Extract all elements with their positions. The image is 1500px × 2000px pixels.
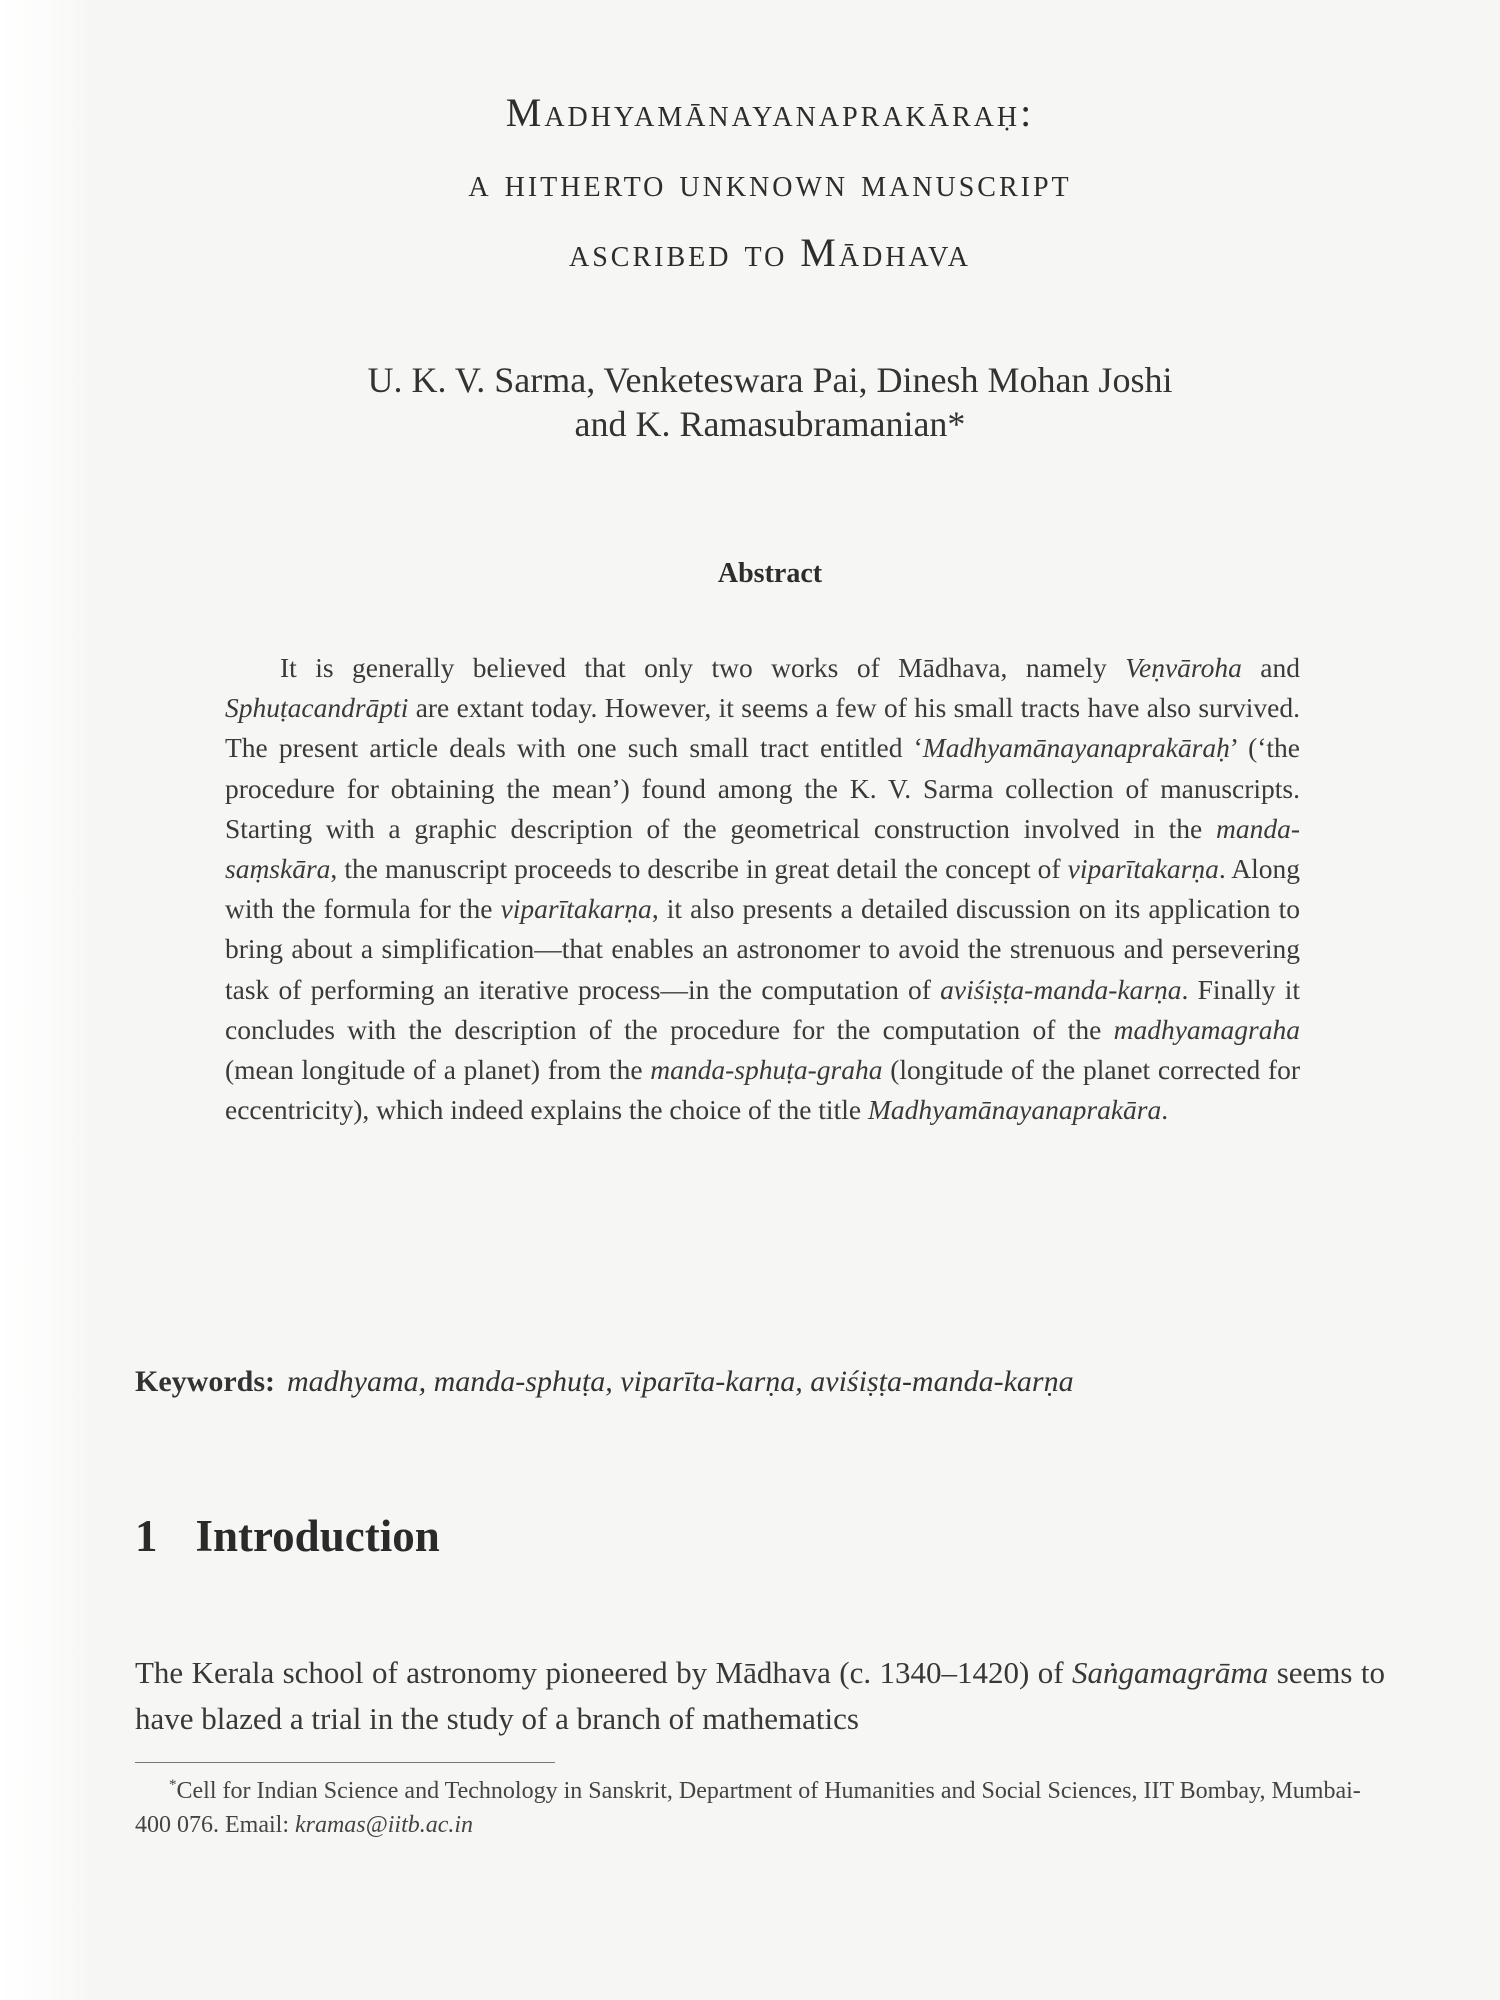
abstract-term: manda-sphuṭa-graha	[650, 1054, 883, 1086]
author-list	[130, 358, 1410, 446]
title-line-3: ascribed to Mādhava	[569, 230, 971, 275]
abstract-term: viparītakarṇa	[1067, 853, 1219, 885]
abstract-run: . Along with the formula for the	[225, 853, 1301, 925]
abstract-term: viparītakarṇa	[500, 893, 652, 925]
abstract-term: Sphuṭacandrāpti	[225, 692, 409, 724]
keywords	[135, 1362, 1385, 1402]
abstract-term: Veṇvāroha	[1125, 652, 1242, 683]
abstract-term: madhyamagraha	[1113, 1013, 1300, 1045]
abstract-heading: Abstract	[717, 558, 823, 589]
abstract-run: ’ (‘the procedure for obtaining the mean’) found among the K. V. Sarma collection of manuscripts. Starting with a graphic description of the geometrical construction involved in the	[225, 732, 1300, 844]
authors-line-2: and K. Ramasubramanian*	[574, 404, 966, 444]
abstract-term: aviśiṣṭa-manda-karṇa	[940, 973, 1182, 1005]
abstract-run: (mean longitude of a planet) from the	[225, 1054, 651, 1086]
footnote	[135, 1768, 1385, 1842]
section-heading	[135, 1510, 440, 1562]
intro-paragraph	[135, 1650, 1385, 1742]
footnote-mark: *	[169, 1777, 177, 1793]
footnote-rule	[135, 1762, 555, 1763]
title-line-2: a hitherto unknown manuscript	[468, 160, 1072, 205]
footnote-text: Cell for Indian Science and Technology in Sanskrit, Department of Humanities and Social Sciences, IIT Bombay, Mumbai-400 076. Email:	[135, 1778, 1361, 1838]
abstract-run: .	[1161, 1094, 1169, 1126]
abstract-term: Madhyamānayanaprakāra	[867, 1094, 1162, 1126]
section-number: 1	[135, 1511, 158, 1561]
scan-margin	[0, 0, 95, 2000]
abstract-term: manda-saṃskāra	[225, 812, 1300, 885]
abstract-term: Madhyamānayanaprakāraḥ	[922, 732, 1230, 764]
title-line-1: Madhyamānayanaprakāraḥ:	[505, 90, 1035, 135]
abstract-run: It is generally believed that only two works of Mādhava, namely	[280, 652, 1126, 683]
abstract-text	[225, 648, 1300, 1130]
intro-run: The Kerala school of astronomy pioneered by Mādhava (c. 1340–1420) of	[135, 1655, 1072, 1690]
section-title: Introduction	[195, 1511, 440, 1561]
abstract-run: . Finally it concludes with the description of the procedure for the computation of the	[225, 973, 1300, 1045]
abstract-run: are extant today. However, it seems a few of his small tracts have also survived. The present article deals with one such small tract entitled ‘	[225, 692, 1300, 764]
abstract-run: and	[1241, 652, 1300, 683]
authors-line-1: U. K. V. Sarma, Venketeswara Pai, Dinesh Mohan Joshi	[367, 360, 1173, 400]
intro-run: seems to have blazed a trial in the study of a branch of mathematics	[135, 1655, 1386, 1736]
keywords-list: madhyama, manda-sphuṭa, viparīta-karṇa, aviśiṣṭa-manda-karṇa	[286, 1365, 1074, 1398]
footnote-email[interactable]: kramas@iitb.ac.in	[294, 1812, 474, 1838]
abstract-run: , it also presents a detailed discussion on its application to bring about a simplification—that enables an astronomer to avoid the strenuous and persevering task of performing an iterative process—in the computation of	[225, 893, 1300, 1005]
intro-term: Saṅgamagrāma	[1071, 1655, 1269, 1690]
abstract-run: (longitude of the planet corrected for eccentricity), which indeed explains the choice of the title	[225, 1054, 1300, 1126]
abstract-run: , the manuscript proceeds to describe in great detail the concept of	[330, 853, 1068, 885]
paper-title	[130, 78, 1410, 288]
keywords-label: Keywords:	[135, 1365, 275, 1398]
